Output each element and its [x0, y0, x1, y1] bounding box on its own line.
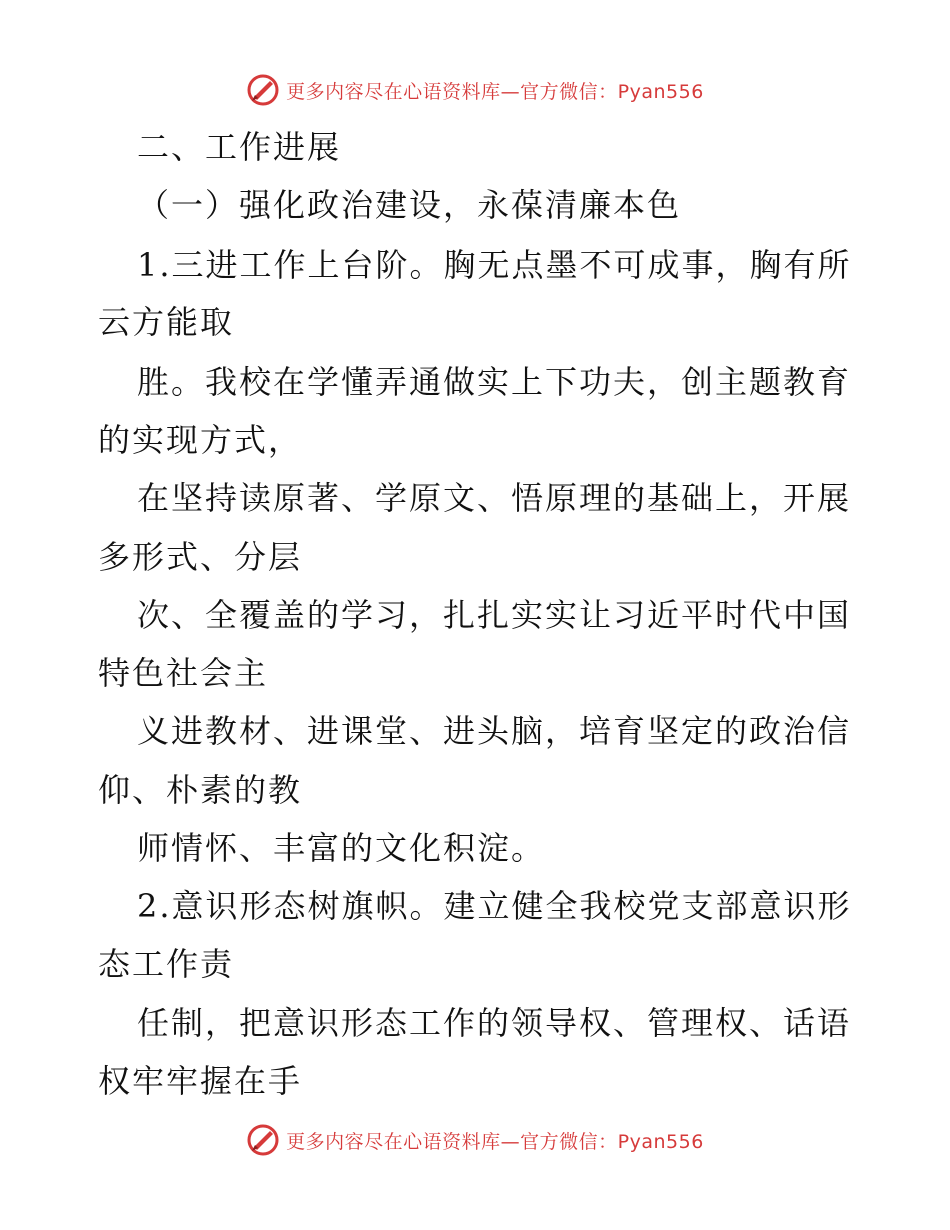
text-line: 仰、朴素的教 — [98, 771, 303, 809]
text-line: 义进教材、进课堂、进头脑，培育坚定的政治信 — [137, 712, 852, 750]
pen-logo-icon — [246, 73, 280, 107]
watermark-text: 更多内容尽在心语资料库—官方微信：Pyan556 — [286, 80, 704, 103]
watermark-text: 更多内容尽在心语资料库—官方微信：Pyan556 — [286, 1130, 704, 1153]
text-line: 权牢牢握在手 — [98, 1062, 303, 1100]
text-line: 胜。我校在学懂弄通做实上下功夫，创主题教育 — [137, 363, 852, 401]
text-line: 云方能取 — [98, 303, 235, 341]
text-line: 师情怀、丰富的文化积淀。 — [137, 829, 546, 867]
text-line: 特色社会主 — [98, 654, 269, 692]
text-line: 1.三进工作上台阶。胸无点墨不可成事，胸有所 — [137, 246, 852, 284]
text-line: 的实现方式， — [98, 421, 303, 459]
subsection-heading: （一）强化政治建设，永葆清廉本色 — [137, 186, 682, 224]
watermark-footer — [0, 1120, 950, 1160]
section-heading: 二、工作进展 — [137, 128, 342, 166]
text-line: 次、全覆盖的学习，扎扎实实让习近平时代中国 — [137, 596, 852, 634]
text-line: 态工作责 — [98, 945, 235, 983]
text-line: 在坚持读原著、学原文、悟原理的基础上，开展 — [137, 479, 852, 517]
text-line: 任制，把意识形态工作的领导权、管理权、话语 — [137, 1004, 852, 1042]
text-line: 2.意识形态树旗帜。建立健全我校党支部意识形 — [137, 887, 852, 925]
text-line: 多形式、分层 — [98, 538, 303, 576]
pen-logo-icon — [246, 1123, 280, 1157]
watermark-header — [0, 70, 950, 110]
